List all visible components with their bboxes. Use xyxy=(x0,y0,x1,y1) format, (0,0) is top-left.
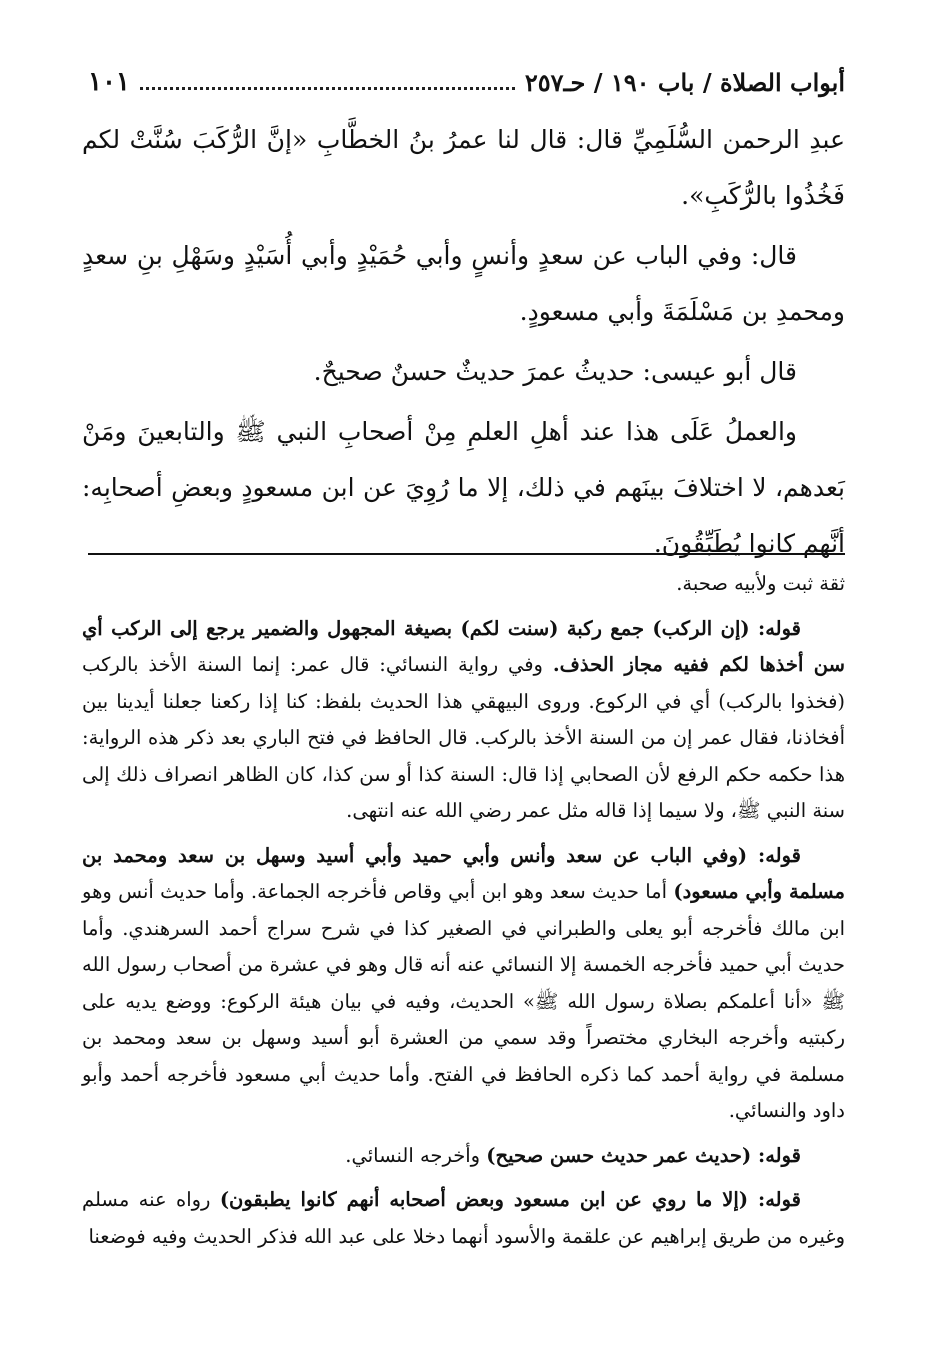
running-header xyxy=(88,62,845,102)
commentary-continuation: ثقة ثبت ولأبيه صحبة. xyxy=(676,572,845,595)
note-lead: قوله: (إلا ما روي عن ابن مسعود وبعض أصحابه أنهم كانوا يطبقون) xyxy=(219,1188,801,1211)
main-text xyxy=(82,112,845,576)
note-body: وأخرجه النسائي. xyxy=(345,1143,487,1167)
footnote-divider xyxy=(88,553,845,555)
running-title: أبواب الصلاة / باب ١٩٠ / حـ٢٥٧ xyxy=(524,67,845,97)
main-paragraph: عبدِ الرحمن السُّلَمِيِّ قال: قال لنا عمرُ بنُ الخطَّابِ «إنَّ الرُّكَبَ سُنَّتْ لكم فَخُذُوا بالرُّكَبِ». xyxy=(82,125,845,210)
commentary-note xyxy=(82,611,845,830)
commentary-note xyxy=(82,838,845,1130)
commentary xyxy=(82,566,845,1263)
note-body: رواه عنه مسلم وغيره من طريق إبراهيم عن علقمة والأسود أنهما دخلا على عبد الله فذكر الحديث وفيه فوضعنا xyxy=(82,1188,845,1248)
note-lead: قوله: (وفي الباب عن سعد وأنس وأبي حميد وأبي أسيد وسهل بن سعد ومحمد بن مسلمة وأبي مسعود) xyxy=(82,843,845,903)
note-lead: قوله: (إن الركب) جمع ركبة (سنت لكم) بصيغة المجهول والضمير يرجع إلى الركب أي سن أخذها لكم ففيه مجاز الحذف. xyxy=(82,616,845,676)
note-body: وفي رواية النسائي: قال عمر: إنما السنة الأخذ بالركب (فخذوا بالركب) أي في الركوع. وروى البيهقي هذا الحديث بلفظ: كنا إذا ركعنا جعلنا أيدينا بين أفخاذنا، فقال عمر إن من السنة الأخذ بالركب. قال الحافظ في فتح الباري بعد ذكر هذه الرواية: هذا حكمه حكم الرفع لأن الصحابي إذا قال: السنة كذا أو سن كذا، كان الظاهر انصراف ذلك إلى سنة النبي ﷺ، ولا سيما إذا قاله مثل عمر رضي الله عنه انتهى. xyxy=(82,653,845,822)
main-paragraph: قال أبو عيسى: حديثُ عمرَ حديثٌ حسنٌ صحيحٌ. xyxy=(313,357,797,386)
header-leader-dots xyxy=(140,87,515,90)
main-paragraph: والعملُ عَلَى هذا عند أهلِ العلمِ مِنْ أصحابِ النبي ﷺ والتابعينَ ومَنْ بَعدهم، لا اختلافَ بينَهم في ذلك، إلا ما رُوِيَ عن ابن مسعودٍ وبعضِ أصحابِه: أنَّهم كانوا يُطَبِّقُونَ. xyxy=(82,417,845,558)
page-number: ١٠١ xyxy=(88,67,130,97)
main-paragraph: قال: وفي الباب عن سعدٍ وأنسٍ وأبي حُمَيْدٍ وأبي أُسَيْدٍ وسَهْلِ بنِ سعدٍ ومحمدِ بن مَسْلَمَةَ وأبي مسعودٍ. xyxy=(82,241,845,326)
note-lead: قوله: (حديث عمر حديث حسن صحيح) xyxy=(486,1143,801,1167)
commentary-note xyxy=(82,1182,845,1255)
commentary-note xyxy=(82,1138,845,1175)
note-body: أما حديث سعد وهو ابن أبي وقاص فأخرجه الجماعة. وأما حديث أنس وهو ابن مالك فأخرجه أبو يعلى والطبراني في الصغير كذا في شرح سراج أحمد السرهندي. وأما حديث أبي حميد فأخرجه الخمسة إلا النسائي عنه أنه قال وهو في عشرة من أصحاب رسول الله ﷺ «أنا أعلمكم بصلاة رسول الله ﷺ» الحديث، وفيه في بيان هيئة الركوع: ووضع يديه على ركبتيه وأخرجه البخاري مختصراً وقد سمي من العشرة أبو أسيد وسهل بن سعد ومحمد بن مسلمة في رواية أحمد كما ذكره الحافظ في الفتح. وأما حديث أبي مسعود فأخرجه أحمد وأبو داود والنسائي. xyxy=(82,880,845,1122)
